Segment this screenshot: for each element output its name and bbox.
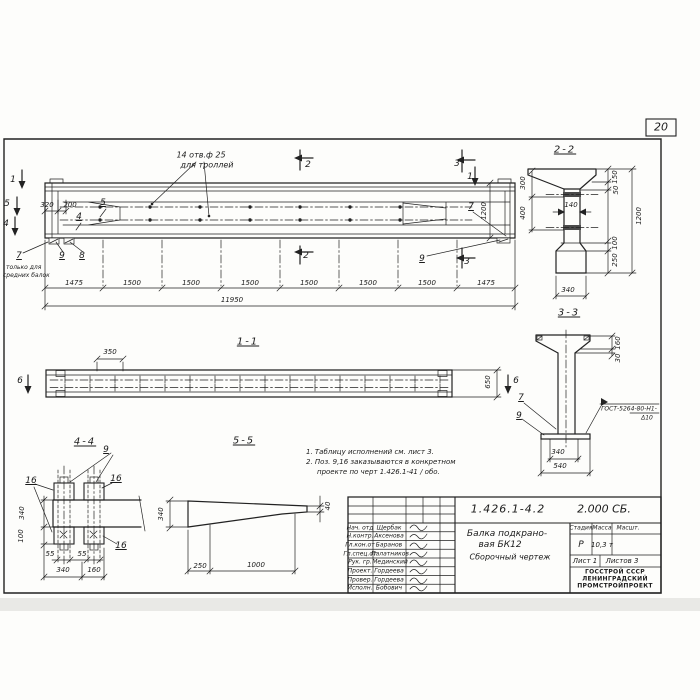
doc-number: 1.426.1-4.2 — [470, 502, 546, 516]
dim-label-50: 50 — [612, 185, 620, 195]
dim-label-320: 320 — [40, 201, 54, 209]
pos-label-16a: 16 — [25, 476, 37, 486]
drawing-title-line1: Балка подкрано- — [466, 529, 548, 539]
seg-dim-7: 1500 — [418, 279, 436, 287]
section-mark-2-top: 2 — [305, 160, 311, 170]
note-line-2: 2. Поз. 9,16 заказываются в конкретном — [306, 458, 456, 466]
sign-name-8: Бобович — [375, 584, 403, 592]
pos-label-4: 4 — [76, 212, 82, 222]
pos-label-9: 9 — [59, 251, 65, 261]
view-title-5-5: 5-5 — [232, 435, 256, 447]
note-line-3: проекте по черт 1.426.1-41 / обо. — [317, 468, 440, 476]
seg-dim-5: 1500 — [300, 279, 318, 287]
doc-set: 2.000 СБ. — [577, 502, 631, 516]
weld-note-line1: ГОСТ-5264-80-Н1- — [601, 405, 657, 413]
pos-label-16c: 16 — [115, 541, 127, 551]
view-title-2-2: 2-2 — [553, 144, 577, 156]
seg-dim-1: 1475 — [65, 279, 83, 287]
sheet-number: 20 — [654, 120, 668, 134]
section-mark-6-left: 6 — [17, 376, 23, 386]
scan-edge-band — [0, 598, 700, 611]
sign-role-6: Проект. — [347, 567, 373, 575]
pos-label-8: 8 — [79, 251, 85, 261]
dim-label-30: 30 — [614, 353, 622, 363]
view-title-1-1: 1-1 — [236, 336, 260, 348]
dim-label-55a: 55 — [45, 550, 55, 558]
seg-dim-8: 1475 — [477, 279, 495, 287]
dim-label-160: 160 — [614, 336, 622, 350]
dim-label-55b: 55 — [77, 550, 87, 558]
pos-label-7: 7 — [16, 251, 22, 261]
dim-label-650: 650 — [484, 375, 492, 389]
section-mark-6-right: 6 — [513, 376, 519, 386]
section-mark-3-bottom: 3 — [464, 257, 470, 267]
sign-name-1: Щербак — [376, 524, 402, 531]
pos-label-9-33: 9 — [516, 411, 522, 421]
pos-label-7-33: 7 — [518, 393, 524, 403]
seg-dim-2: 1500 — [123, 279, 141, 287]
pos-label-7-right: 7 — [468, 202, 474, 212]
sheet-label: Лист 1 — [572, 557, 598, 565]
dim-label-1000-55: 1000 — [247, 561, 265, 569]
view-title-3-3: 3-3 — [557, 307, 581, 319]
dim-label-540-33: 540 — [553, 462, 567, 470]
sign-role-5: Рук. гр. — [348, 558, 372, 566]
drawing-title-line2: вая БК12 — [478, 540, 522, 550]
mass-value: 10,3 т — [591, 541, 613, 549]
dim-label-300: 300 — [519, 176, 527, 190]
sign-role-3: Гл.кон.от — [345, 541, 375, 549]
dim-label-250-55: 250 — [193, 562, 207, 570]
sign-role-7: Провер. — [347, 576, 373, 584]
col-scale: Масшт. — [616, 524, 640, 532]
dim-label-150: 150 — [611, 170, 619, 184]
sign-role-8: Исполн. — [347, 584, 373, 592]
dim-label-140: 140 — [564, 201, 578, 209]
seg-dim-6: 1500 — [359, 279, 377, 287]
sign-name-6: Гордеева — [374, 567, 404, 575]
seg-dim-3: 1500 — [182, 279, 200, 287]
sign-name-5: Мединский — [372, 558, 408, 566]
footnote-line1: только для — [6, 264, 42, 271]
org-line1: ГОССТРОЙ СССР — [585, 568, 645, 576]
hole-callout-line2: для троллей — [180, 160, 234, 170]
dim-label-1200-22: 1200 — [635, 207, 643, 225]
sign-role-4: Гл.спец.от — [343, 550, 377, 558]
section-mark-1-right: 1 — [467, 172, 473, 182]
note-line-1: 1. Таблицу исполнений см. лист 3. — [306, 448, 434, 456]
dim-label-100: 100 — [611, 236, 619, 250]
col-mass: Масса — [592, 524, 612, 532]
pos-label-5: 5 — [100, 198, 106, 208]
weld-note-line2: Δ10 — [641, 414, 653, 422]
view-title-4-4: 4-4 — [73, 436, 97, 448]
dim-label-340v-44: 340 — [18, 506, 26, 520]
dim-label-250: 250 — [611, 253, 619, 267]
sign-role-1: Нач. отд — [346, 524, 374, 531]
dim-label-200: 200 — [63, 201, 77, 209]
org-line3: ПРОМСТРОЙПРОЕКТ — [577, 582, 653, 590]
sign-role-2: Н.контр. — [346, 532, 374, 540]
dim-label-340-33: 340 — [551, 448, 565, 456]
col-stage: Стадия — [569, 524, 593, 532]
sign-name-3: Баранов — [375, 541, 403, 549]
dim-label-340-44: 340 — [56, 566, 70, 574]
dim-label-160-44: 160 — [87, 566, 101, 574]
hole-callout-line1: 14 отв.ф 25 — [176, 150, 226, 160]
section-mark-1-left: 1 — [10, 175, 16, 185]
sheets-label: Листов 3 — [605, 557, 639, 565]
pos-label-9-44: 9 — [103, 445, 109, 455]
footnote-line2: средних балок — [3, 272, 50, 279]
section-mark-5-left: 5 — [4, 199, 10, 209]
total-dim: 11950 — [220, 296, 244, 304]
org-line2: ЛЕНИНГРАДСКИЙ — [582, 575, 648, 583]
section-mark-2-bottom: 2 — [303, 251, 309, 261]
seg-dim-4: 1500 — [241, 279, 259, 287]
section-mark-4-left: 4 — [3, 219, 9, 229]
height-dim-1200: 1200 — [480, 202, 488, 220]
sign-name-7: Гордеева — [374, 576, 404, 584]
dim-label-400: 400 — [519, 206, 527, 220]
dim-label-100-44: 100 — [17, 529, 25, 543]
stage-value: Р — [578, 540, 584, 550]
drawing-title-line3: Сборочный чертеж — [469, 552, 551, 562]
sign-name-2: Аксенова — [374, 532, 404, 540]
section-mark-3-top: 3 — [454, 159, 460, 169]
dim-label-350: 350 — [103, 348, 117, 356]
pos-label-9-right: 9 — [419, 254, 425, 264]
sign-name-4: Палатников — [371, 550, 409, 558]
dim-label-40-55: 40 — [324, 501, 332, 511]
dim-label-340-22: 340 — [561, 286, 575, 294]
dim-label-340-55: 340 — [157, 507, 165, 521]
pos-label-16b: 16 — [110, 474, 122, 484]
